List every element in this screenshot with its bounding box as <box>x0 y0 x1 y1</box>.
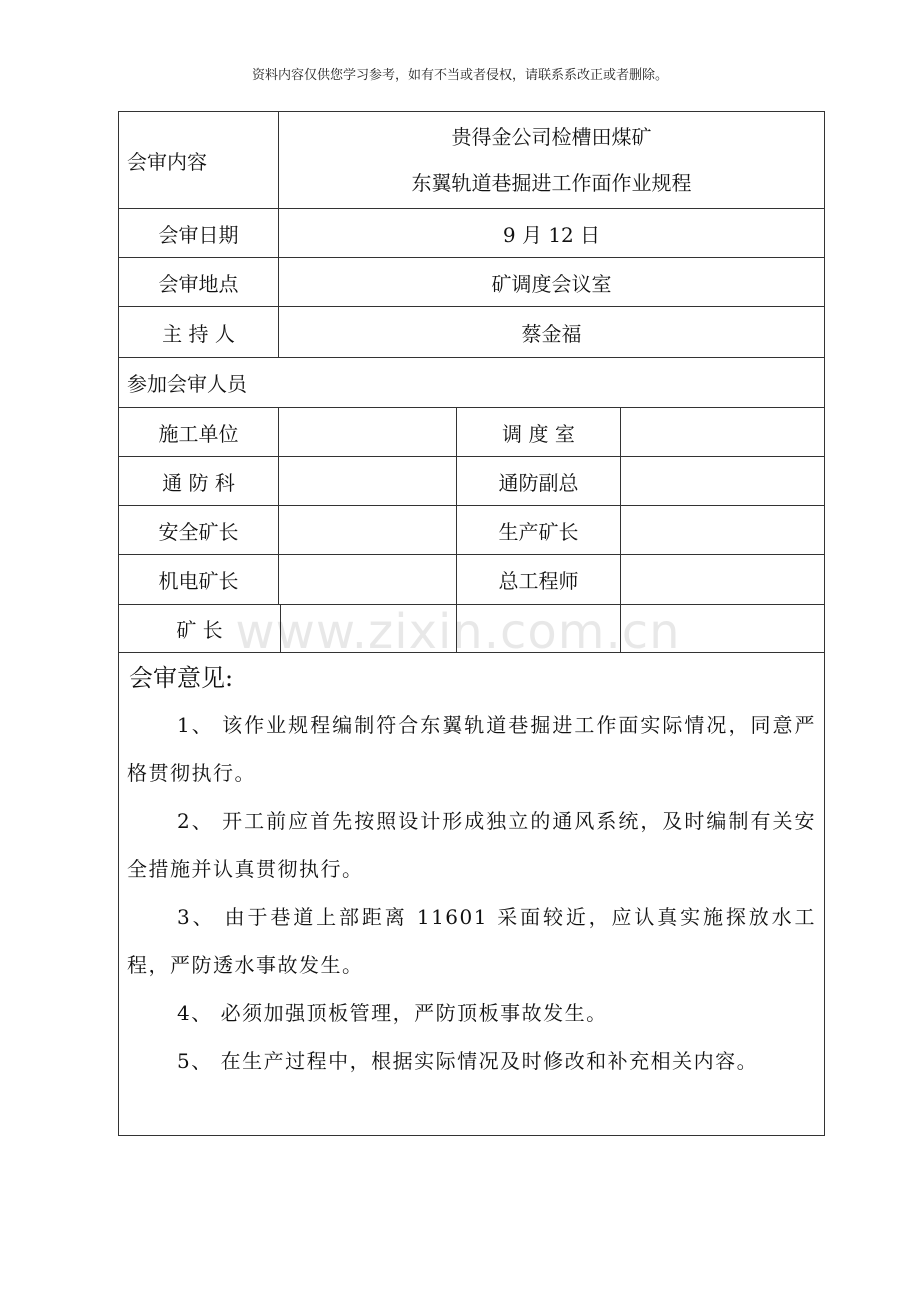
review-content-line1: 贵得金公司检槽田煤矿 <box>451 125 652 149</box>
participant-role-right: 总工程师 <box>457 555 621 604</box>
participant-row <box>119 457 824 506</box>
host-label: 主 持 人 <box>119 307 279 357</box>
participant-signature-right <box>621 605 824 652</box>
participant-signature-left <box>281 605 457 652</box>
participant-role-right: 通防副总 <box>457 457 621 505</box>
review-opinions <box>119 653 824 1085</box>
review-form-table <box>118 111 825 1136</box>
row-review-place <box>119 258 824 307</box>
participant-signature-right <box>621 506 824 554</box>
participant-row <box>119 605 824 653</box>
row-review-content <box>119 112 824 209</box>
review-place-label: 会审地点 <box>119 258 279 306</box>
participant-signature-left <box>279 506 457 554</box>
review-content-value <box>279 112 824 208</box>
participant-role-left: 安全矿长 <box>119 506 279 554</box>
review-date-value: 9 月 12 日 <box>502 222 601 247</box>
document-header-note: 资料内容仅供您学习参考，如有不当或者侵权，请联系系改正或者删除。 <box>251 68 668 83</box>
review-date-label: 会审日期 <box>119 209 279 257</box>
participants-label: 参加会审人员 <box>127 372 247 396</box>
participant-role-right: 调 度 室 <box>457 408 621 456</box>
participant-row <box>119 408 824 457</box>
host-value: 蔡金福 <box>521 321 582 346</box>
opinion-item: 1、 该作业规程编制符合东翼轨道巷掘进工作面实际情况，同意严格贯彻执行。 <box>127 713 816 785</box>
participant-role-left: 通 防 科 <box>119 457 279 505</box>
participant-role-right <box>457 605 621 652</box>
participant-row <box>119 555 824 605</box>
participant-row <box>119 506 824 555</box>
review-content-label: 会审内容 <box>119 112 279 208</box>
opinion-item: 2、 开工前应首先按照设计形成独立的通风系统，及时编制有关安全措施并认真贯彻执行。 <box>127 809 816 881</box>
participant-signature-left <box>279 555 457 604</box>
opinion-item: 3、 由于巷道上部距离 11601 采面较近，应认真实施探放水工程，严防透水事故发生。 <box>127 905 816 977</box>
row-host <box>119 307 824 358</box>
row-review-date <box>119 209 824 258</box>
participant-signature-left <box>279 457 457 505</box>
participant-signature-right <box>621 457 824 505</box>
row-participants-heading <box>119 358 824 408</box>
participant-role-right: 生产矿长 <box>457 506 621 554</box>
opinions-title: 会审意见: <box>129 664 234 692</box>
site-watermark: www.zixin.com.cn <box>235 604 681 660</box>
review-content-line2: 东翼轨道巷掘进工作面作业规程 <box>411 171 692 195</box>
participant-role-left: 矿 长 <box>119 605 281 652</box>
participant-role-left: 机电矿长 <box>119 555 279 604</box>
participant-signature-left <box>279 408 457 456</box>
opinion-item: 5、 在生产过程中，根据实际情况及时修改和补充相关内容。 <box>177 1049 759 1073</box>
participant-signature-right <box>621 555 824 604</box>
participant-role-left: 施工单位 <box>119 408 279 456</box>
opinion-item: 4、 必须加强顶板管理，严防顶板事故发生。 <box>177 1001 608 1025</box>
review-place-value: 矿调度会议室 <box>491 271 612 296</box>
participant-signature-right <box>621 408 824 456</box>
